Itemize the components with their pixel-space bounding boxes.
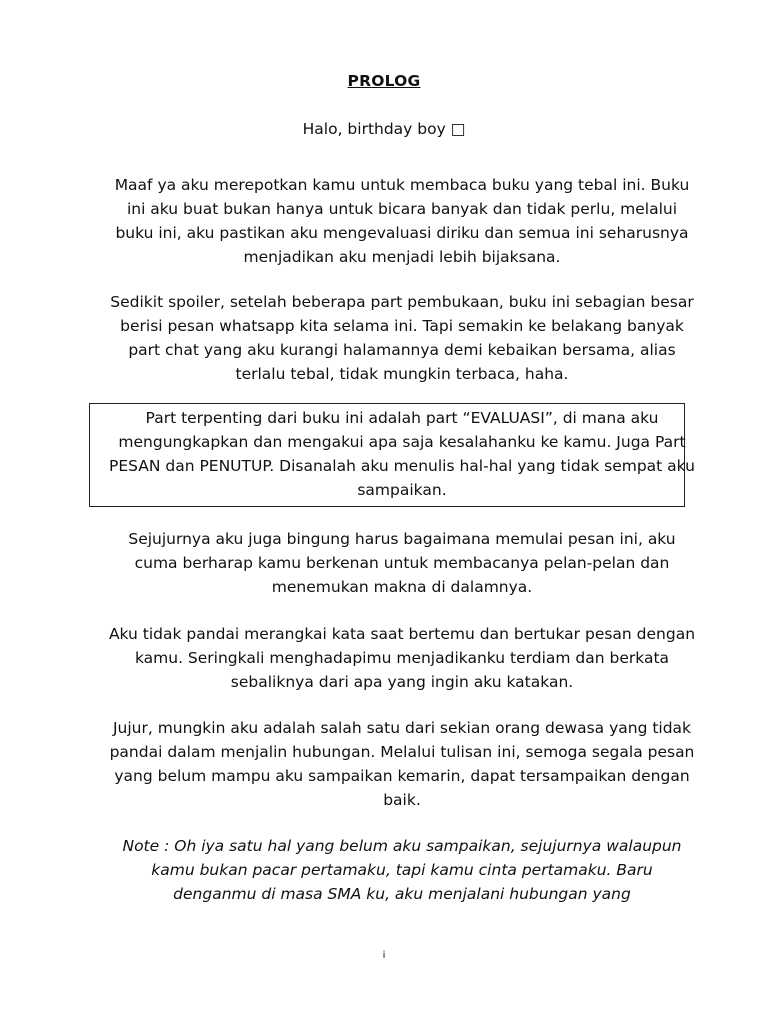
page-title: PROLOG [347,72,421,90]
paragraph-intro: Maaf ya aku merepotkan kamu untuk membaca buku yang tebal ini. Buku ini aku buat bukan hanya untuk bicara banyak dan tidak perlu, melalui buku ini, aku pastikan aku mengevaluasi diriku dan semua ini seharusnya menjadikan aku menjadi lebih bijaksana. [114,176,690,266]
page-number: i [382,950,386,961]
greeting-line: Halo, birthday boy □ [302,120,466,138]
paragraph-honest: Jujur, mungkin aku adalah salah satu dari sekian orang dewasa yang tidak pandai dalam menjalin hubungan. Melalui tulisan ini, semoga segala pesan yang belum mampu aku sampaikan kemarin, dapat tersampaikan dengan baik. [109,719,695,809]
paragraph-words: Aku tidak pandai merangkai kata saat bertemu dan bertukar pesan dengan kamu. Seringkali menghadapimu menjadikanku terdiam dan berkata sebaliknya dari apa yang ingin aku katakan. [108,625,696,691]
paragraph-highlight: Part terpenting dari buku ini adalah part “EVALUASI”, di mana aku mengungkapkan dan mengakui apa saja kesalahanku ke kamu. Juga Part PESAN dan PENUTUP. Disanalah aku menulis hal-hal yang tidak sempat aku sampaikan. [108,409,696,499]
paragraph-confession: Sejujurnya aku juga bingung harus bagaimana memulai pesan ini, aku cuma berharap kamu berkenan untuk membacanya pelan-pelan dan menemukan makna di dalamnya. [128,530,676,596]
paragraph-spoiler: Sedikit spoiler, setelah beberapa part pembukaan, buku ini sebagian besar berisi pesan whatsapp kita selama ini. Tapi semakin ke belakang banyak part chat yang aku kurangi halamannya demi kebaikan bersama, alias terlalu tebal, tidak mungkin terbaca, haha. [110,293,694,383]
note-paragraph: Note : Oh iya satu hal yang belum aku sampaikan, sejujurnya walaupun kamu bukan pacar pertamaku, tapi kamu cinta pertamaku. Baru denganmu di masa SMA ku, aku menjalani hubungan yang [122,837,682,903]
